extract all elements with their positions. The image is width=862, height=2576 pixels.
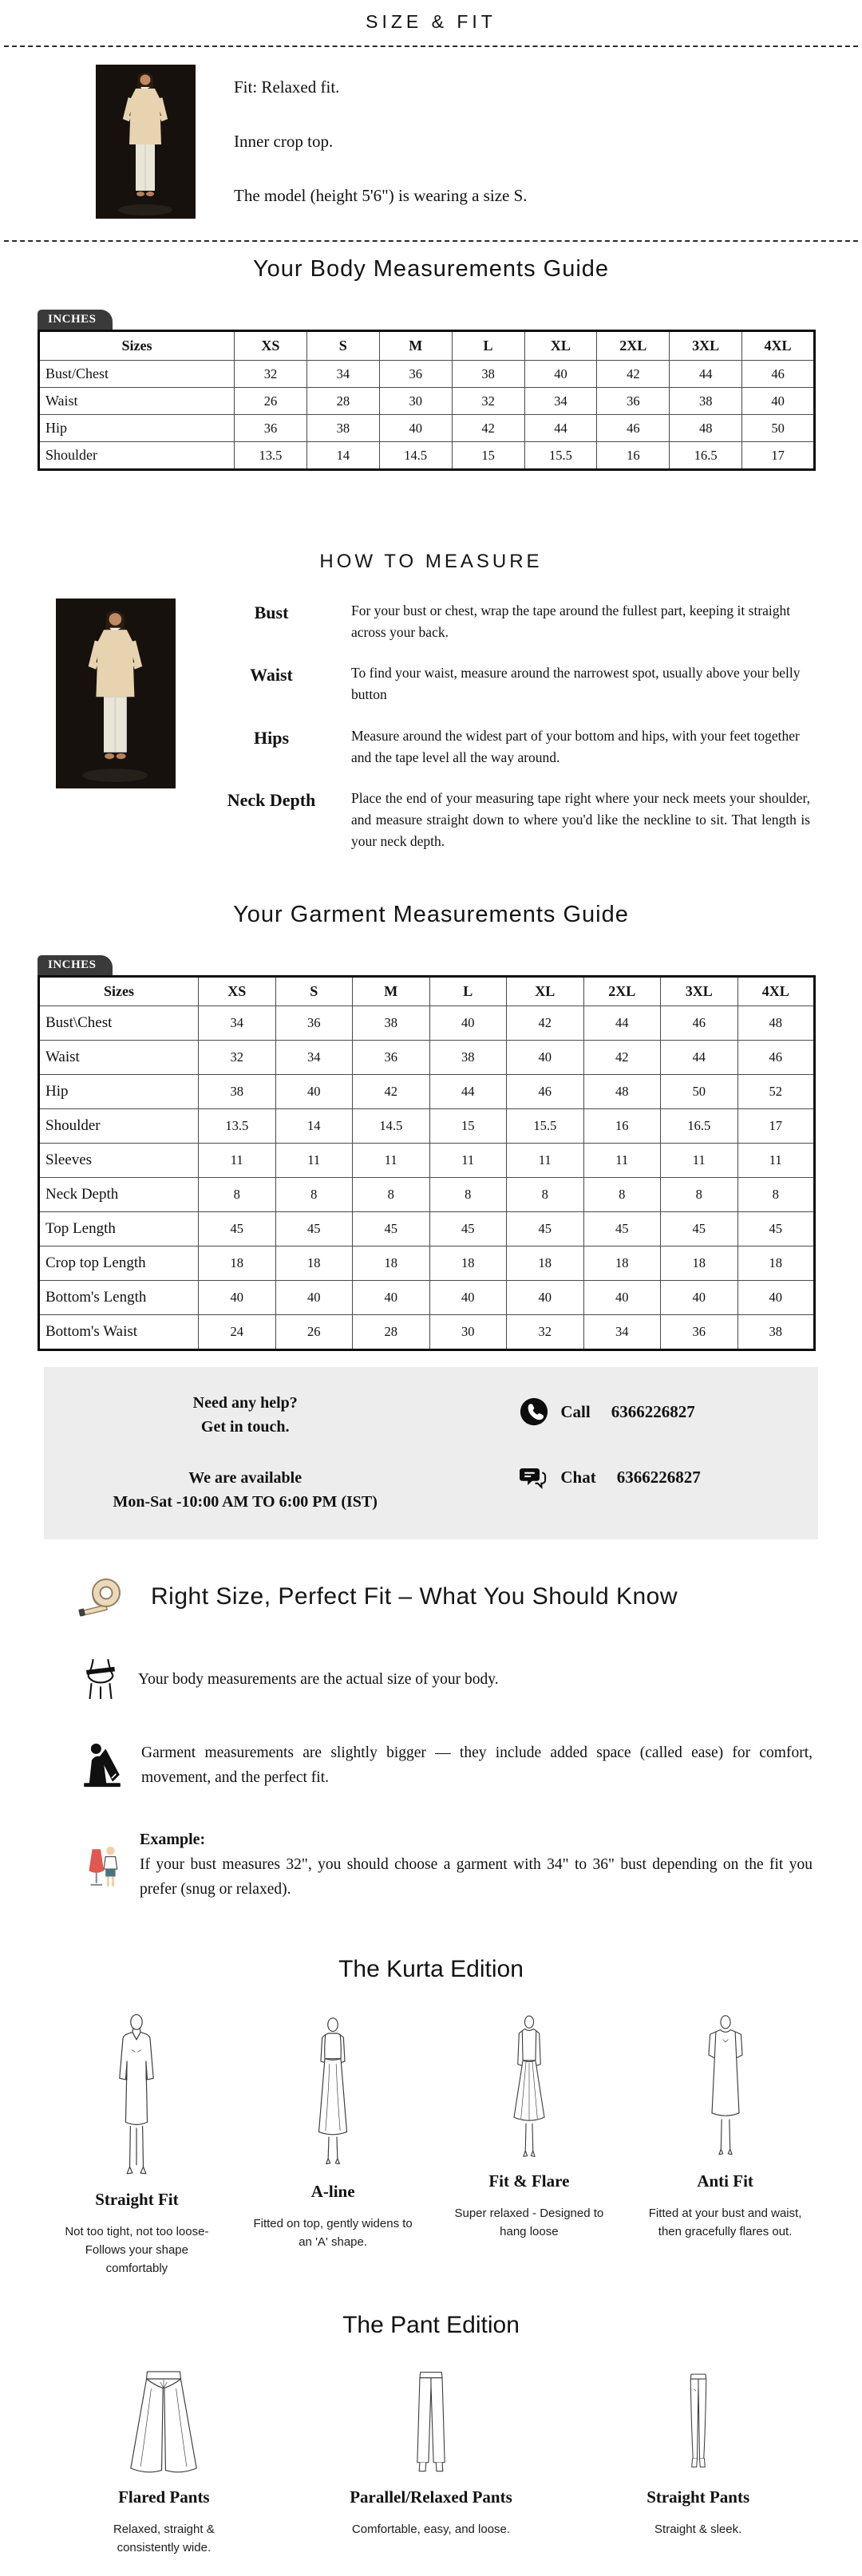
measurement-value: 48 <box>583 1075 661 1109</box>
how-to-measure-section <box>0 599 862 852</box>
measurement-value: 14 <box>306 442 379 470</box>
measurement-value: 28 <box>353 1315 430 1350</box>
measure-label: Neck Depth <box>227 789 316 810</box>
measuring-tape-icon <box>76 1576 127 1618</box>
kurta-figure <box>98 2010 175 2182</box>
measurement-value: 40 <box>524 361 597 388</box>
measurement-value: 17 <box>742 442 815 470</box>
measurement-value: 14 <box>275 1109 353 1144</box>
measurement-value: 44 <box>583 1006 661 1041</box>
info-text: Your body measurements are the actual size of your body. <box>138 1670 499 1688</box>
measurement-label: Neck Depth <box>39 1178 199 1212</box>
measure-model-photo <box>56 599 176 788</box>
table-row <box>39 442 815 470</box>
measurement-value: 32 <box>452 388 524 415</box>
sizes-column-header: Sizes <box>39 331 235 361</box>
measurement-value: 52 <box>737 1075 815 1109</box>
measurement-value: 18 <box>353 1247 430 1281</box>
measurement-value: 28 <box>306 388 379 415</box>
measurement-value: 11 <box>507 1144 584 1178</box>
table-row <box>39 1144 815 1178</box>
measurement-value: 40 <box>353 1281 430 1315</box>
measurement-value: 34 <box>583 1315 661 1350</box>
size-column-header: M <box>353 977 430 1006</box>
measurement-value: 16 <box>597 442 670 470</box>
kurta-figure <box>491 2010 567 2163</box>
measurement-value: 32 <box>507 1315 584 1350</box>
measurement-value: 11 <box>429 1144 507 1178</box>
sizes-column-header: Sizes <box>39 977 199 1006</box>
measurement-value: 44 <box>524 415 597 442</box>
chat-number[interactable]: 6366226827 <box>616 1467 701 1487</box>
kurta-style-name: Anti Fit <box>697 2171 753 2191</box>
kurta-style-anti-fit <box>632 2010 818 2278</box>
measurement-value: 15.5 <box>524 442 597 470</box>
example-text: If your bust measures 32", you should choose a garment with 34" to 36" bust depending on the fit you prefer (snug or relaxed). <box>140 1855 813 1898</box>
table-row <box>39 1006 815 1041</box>
measurement-value: 44 <box>670 361 742 388</box>
measurement-value: 11 <box>737 1144 815 1178</box>
measurement-value: 16.5 <box>661 1109 738 1144</box>
measure-item-bust <box>176 600 810 643</box>
measurement-value: 40 <box>661 1281 738 1315</box>
kurta-edition-heading: The Kurta Edition <box>338 1955 524 1982</box>
size-column-header: L <box>429 977 507 1006</box>
model-photo-illustration <box>96 65 196 219</box>
measurement-value: 8 <box>199 1178 276 1212</box>
garment-table-block <box>0 955 862 1351</box>
garment-guide-heading: Your Garment Measurements Guide <box>233 902 629 928</box>
measurement-value: 40 <box>583 1281 661 1315</box>
measurement-value: 36 <box>235 415 307 442</box>
example-label: Example: <box>140 1830 206 1848</box>
chat-icon <box>520 1463 548 1491</box>
fit-line: The model (height 5'6") is wearing a size S. <box>234 186 528 205</box>
kurta-styles-row <box>0 2010 862 2278</box>
measurement-label: Crop top Length <box>39 1247 199 1281</box>
example-block <box>140 1831 813 1902</box>
size-column-header: XL <box>507 977 584 1006</box>
kurta-style-name: Straight Fit <box>95 2189 179 2209</box>
measurement-value: 26 <box>235 388 307 415</box>
measurement-label: Shoulder <box>39 1109 199 1144</box>
measure-item-hips <box>176 725 810 768</box>
measure-item-waist <box>176 662 810 705</box>
size-column-header: 2XL <box>583 977 661 1006</box>
chat-row[interactable] <box>520 1463 818 1491</box>
measurement-value: 8 <box>737 1178 815 1212</box>
help-availability <box>44 1466 446 1514</box>
measurement-value: 36 <box>661 1315 738 1350</box>
right-size-heading-row <box>0 1576 862 1618</box>
pant-style-parallel <box>311 2366 552 2558</box>
measurement-value: 18 <box>737 1247 815 1281</box>
info-item-example <box>0 1831 862 1902</box>
table-row <box>39 1315 815 1350</box>
fit-and-flare-illustration <box>491 2015 567 2163</box>
measurement-value: 38 <box>670 388 742 415</box>
measurement-value: 42 <box>353 1075 430 1109</box>
measurement-value: 38 <box>353 1006 430 1041</box>
size-column-header: 4XL <box>742 331 815 361</box>
measurement-value: 48 <box>737 1006 815 1041</box>
measurement-value: 44 <box>661 1041 738 1075</box>
measurement-value: 34 <box>275 1041 353 1075</box>
pant-style-name: Flared Pants <box>118 2487 210 2507</box>
measurement-value: 38 <box>306 415 379 442</box>
measurement-value: 18 <box>429 1247 507 1281</box>
measurement-value: 17 <box>737 1109 815 1144</box>
measurement-label: Hip <box>39 415 235 442</box>
table-row <box>39 415 815 442</box>
measurement-value: 32 <box>235 361 307 388</box>
a-line-illustration <box>295 2017 371 2174</box>
size-column-header: XL <box>524 331 597 361</box>
measurement-value: 48 <box>670 415 742 442</box>
straight-pants-illustration <box>674 2368 722 2479</box>
table-row <box>39 1178 815 1212</box>
measurement-value: 13.5 <box>235 442 307 470</box>
help-contact-box <box>44 1367 818 1539</box>
anti-fit-illustration <box>687 2015 764 2163</box>
kurta-style-a-line <box>240 2010 426 2278</box>
measurement-value: 11 <box>199 1144 276 1178</box>
measurement-value: 42 <box>452 415 524 442</box>
help-line: Get in touch. <box>200 1418 290 1436</box>
parallel-pants-illustration <box>400 2368 462 2479</box>
size-column-header: S <box>306 331 379 361</box>
measurement-value: 18 <box>583 1247 661 1281</box>
pant-style-desc: Straight & sleek. <box>654 2522 742 2536</box>
measurement-label: Waist <box>39 1041 199 1075</box>
call-row[interactable] <box>520 1397 818 1426</box>
measurement-value: 50 <box>742 415 815 442</box>
table-row <box>39 1247 815 1281</box>
kurta-style-name: A-line <box>310 2181 355 2201</box>
body-measurements-table <box>38 330 816 471</box>
flared-pants-illustration <box>121 2368 207 2479</box>
kurta-style-straight-fit <box>44 2010 230 2278</box>
kurta-figure <box>687 2010 764 2163</box>
size-column-header: 3XL <box>670 331 742 361</box>
measurement-value: 46 <box>742 361 815 388</box>
measurement-value: 45 <box>583 1212 661 1247</box>
help-line: Need any help? <box>192 1394 298 1412</box>
measurement-value: 18 <box>275 1247 353 1281</box>
how-to-measure-heading: HOW TO MEASURE <box>319 551 543 572</box>
kurta-style-name: Fit & Flare <box>488 2171 570 2191</box>
measurement-value: 24 <box>199 1315 276 1350</box>
measurement-value: 8 <box>507 1178 584 1212</box>
measurement-value: 34 <box>306 361 379 388</box>
measurement-value: 38 <box>199 1075 276 1109</box>
bottom-spacer <box>0 2557 862 2576</box>
fit-description <box>234 65 528 240</box>
divider <box>4 240 858 242</box>
measurement-value: 14.5 <box>379 442 452 470</box>
kurta-style-fit-flare <box>436 2010 622 2278</box>
measurement-label: Bottom's Waist <box>39 1315 199 1350</box>
table-row <box>39 388 815 415</box>
measurement-label: Hip <box>39 1075 199 1109</box>
measurement-value: 14.5 <box>353 1109 430 1144</box>
body-measurement-icon <box>82 1657 119 1701</box>
measurement-value: 40 <box>737 1281 815 1315</box>
model-photo <box>96 65 196 219</box>
measurement-value: 32 <box>199 1041 276 1075</box>
measurement-value: 40 <box>199 1281 276 1315</box>
measurement-value: 15 <box>452 442 524 470</box>
chat-label: Chat <box>560 1467 596 1487</box>
size-column-header: XS <box>199 977 276 1006</box>
kurta-style-desc: Not too tight, not too loose-Follows your shape comfortably <box>65 2224 209 2276</box>
size-column-header: 2XL <box>597 331 670 361</box>
measurement-value: 50 <box>661 1075 738 1109</box>
measurement-value: 40 <box>275 1281 353 1315</box>
straight-fit-illustration <box>98 2013 175 2182</box>
measurement-value: 40 <box>742 388 815 415</box>
measurement-value: 8 <box>353 1178 430 1212</box>
measurement-value: 40 <box>275 1075 353 1109</box>
measurement-value: 40 <box>507 1281 584 1315</box>
measurement-value: 45 <box>199 1212 276 1247</box>
kurta-figure <box>295 2010 371 2174</box>
pant-styles-row <box>0 2366 862 2558</box>
call-number[interactable]: 6366226827 <box>611 1401 695 1421</box>
measurement-value: 45 <box>429 1212 507 1247</box>
pant-style-desc: Relaxed, straight & consistently wide. <box>113 2522 215 2554</box>
measurement-value: 34 <box>524 388 597 415</box>
measurement-value: 42 <box>597 361 670 388</box>
measurement-value: 8 <box>275 1178 353 1212</box>
measurement-value: 46 <box>661 1006 738 1041</box>
measurement-label: Bust\Chest <box>39 1006 199 1041</box>
measurement-value: 46 <box>507 1075 584 1109</box>
fitting-example-icon <box>82 1843 121 1888</box>
measurement-value: 8 <box>429 1178 507 1212</box>
measurement-value: 30 <box>379 388 452 415</box>
table-header-row <box>39 331 815 361</box>
size-column-header: XS <box>235 331 307 361</box>
info-item-garment-ease <box>0 1740 862 1790</box>
help-text-column <box>44 1391 446 1514</box>
inches-unit-badge: INCHES <box>38 955 113 975</box>
size-column-header: 4XL <box>737 977 815 1006</box>
size-column-header: L <box>452 331 524 361</box>
page-title: SIZE & FIT <box>366 11 496 32</box>
pant-edition-heading: The Pant Edition <box>342 2311 520 2338</box>
size-column-header: M <box>379 331 452 361</box>
measurement-label: Sleeves <box>39 1144 199 1178</box>
measurement-value: 45 <box>507 1212 584 1247</box>
right-size-heading: Right Size, Perfect Fit – What You Should Know <box>151 1583 678 1610</box>
measure-label: Bust <box>254 603 289 622</box>
measurement-value: 46 <box>737 1041 815 1075</box>
table-row <box>39 361 815 388</box>
kurta-style-desc: Super relaxed - Designed to hang loose <box>454 2206 604 2239</box>
measurement-label: Bust/Chest <box>39 361 235 388</box>
measure-item-neck-depth <box>176 788 810 852</box>
measurement-value: 38 <box>429 1041 507 1075</box>
measurement-value: 11 <box>661 1144 738 1178</box>
inches-unit-badge: INCHES <box>38 310 113 330</box>
measure-text: Place the end of your measuring tape right where your neck meets your shoulder, and measure straight down to where you'd like the neckline to sit. That length is your neck depth. <box>351 789 810 849</box>
body-guide-heading: Your Body Measurements Guide <box>252 256 610 282</box>
size-column-header: S <box>275 977 353 1006</box>
pant-style-flared <box>44 2366 284 2558</box>
measurement-value: 36 <box>379 361 452 388</box>
phone-icon <box>520 1397 548 1426</box>
measurement-label: Top Length <box>39 1212 199 1247</box>
measurement-value: 40 <box>429 1006 507 1041</box>
table-row <box>39 1281 815 1315</box>
fit-summary-section <box>0 47 862 240</box>
measurement-value: 45 <box>737 1212 815 1247</box>
table-row <box>39 1212 815 1247</box>
measurement-value: 18 <box>661 1247 738 1281</box>
measurement-label: Waist <box>39 388 235 415</box>
help-contact-column <box>446 1391 818 1514</box>
measurement-value: 16.5 <box>670 442 742 470</box>
measurement-value: 16 <box>583 1109 661 1144</box>
measure-label: Hips <box>253 727 290 748</box>
measurement-value: 42 <box>583 1041 661 1075</box>
pant-style-straight <box>578 2366 818 2558</box>
measurement-value: 34 <box>199 1006 276 1041</box>
garment-measurements-table <box>38 975 816 1351</box>
pant-style-name: Straight Pants <box>646 2487 750 2507</box>
table-row <box>39 1075 815 1109</box>
measurement-value: 36 <box>353 1041 430 1075</box>
measurement-value: 11 <box>353 1144 430 1178</box>
measurement-value: 18 <box>507 1247 584 1281</box>
measurement-value: 45 <box>353 1212 430 1247</box>
pant-style-desc: Comfortable, easy, and loose. <box>351 2522 511 2536</box>
fit-line: Fit: Relaxed fit. <box>234 77 340 97</box>
kurta-style-desc: Fitted on top, gently widens to an 'A' shape. <box>253 2216 413 2250</box>
measurement-value: 42 <box>507 1006 584 1041</box>
pant-figure <box>121 2366 207 2479</box>
measurement-value: 15 <box>429 1109 507 1144</box>
measure-text: To find your waist, measure around the narrowest spot, usually above your belly button <box>351 665 801 703</box>
pant-figure <box>674 2366 722 2479</box>
measurement-value: 26 <box>275 1315 353 1350</box>
measure-label: Waist <box>250 665 293 685</box>
help-intro <box>44 1391 446 1439</box>
measurement-label: Shoulder <box>39 442 235 470</box>
info-item-body-measure <box>0 1657 862 1701</box>
call-label: Call <box>560 1401 591 1421</box>
measure-text: Measure around the widest part of your bottom and hips, with your feet together and the tape level all the way around. <box>351 727 800 765</box>
measurement-value: 45 <box>275 1212 353 1247</box>
measurement-value: 11 <box>275 1144 353 1178</box>
body-table-block <box>0 310 862 471</box>
measurement-value: 44 <box>429 1075 507 1109</box>
measurement-value: 8 <box>661 1178 738 1212</box>
measurement-value: 18 <box>199 1247 276 1281</box>
measurement-value: 15.5 <box>507 1109 584 1144</box>
measurement-value: 11 <box>583 1144 661 1178</box>
help-line: We are available <box>188 1469 302 1488</box>
measure-text: For your bust or chest, wrap the tape around the fullest part, keeping it straight across your back. <box>351 603 791 641</box>
measurement-value: 40 <box>429 1281 507 1315</box>
table-row <box>39 1109 815 1144</box>
fit-line: Inner crop top. <box>234 132 334 151</box>
pant-figure <box>400 2366 462 2479</box>
measurement-value: 38 <box>737 1315 815 1350</box>
table-header-row <box>39 977 815 1006</box>
table-row <box>39 1041 815 1075</box>
measure-items <box>176 599 810 852</box>
measurement-value: 8 <box>583 1178 661 1212</box>
info-text: Garment measurements are slightly bigger — they include added space (called ease) for comfort, movement, and the perfect fit. <box>141 1744 813 1787</box>
measurement-value: 30 <box>429 1315 507 1350</box>
pant-style-name: Parallel/Relaxed Pants <box>350 2487 512 2507</box>
measurement-value: 36 <box>275 1006 353 1041</box>
measurement-value: 40 <box>507 1041 584 1075</box>
measurement-value: 40 <box>379 415 452 442</box>
kurta-style-desc: Fitted at your bust and waist, then gracefully flares out. <box>648 2206 802 2239</box>
measurement-label: Bottom's Length <box>39 1281 199 1315</box>
measurement-value: 36 <box>597 388 670 415</box>
measurement-value: 45 <box>661 1212 738 1247</box>
measurement-value: 38 <box>452 361 524 388</box>
tailor-icon <box>82 1742 122 1788</box>
size-column-header: 3XL <box>661 977 738 1006</box>
model-photo-illustration <box>56 599 176 788</box>
measurement-value: 13.5 <box>199 1109 276 1144</box>
measurement-value: 46 <box>597 415 670 442</box>
help-line: Mon-Sat -10:00 AM TO 6:00 PM (IST) <box>113 1493 378 1511</box>
